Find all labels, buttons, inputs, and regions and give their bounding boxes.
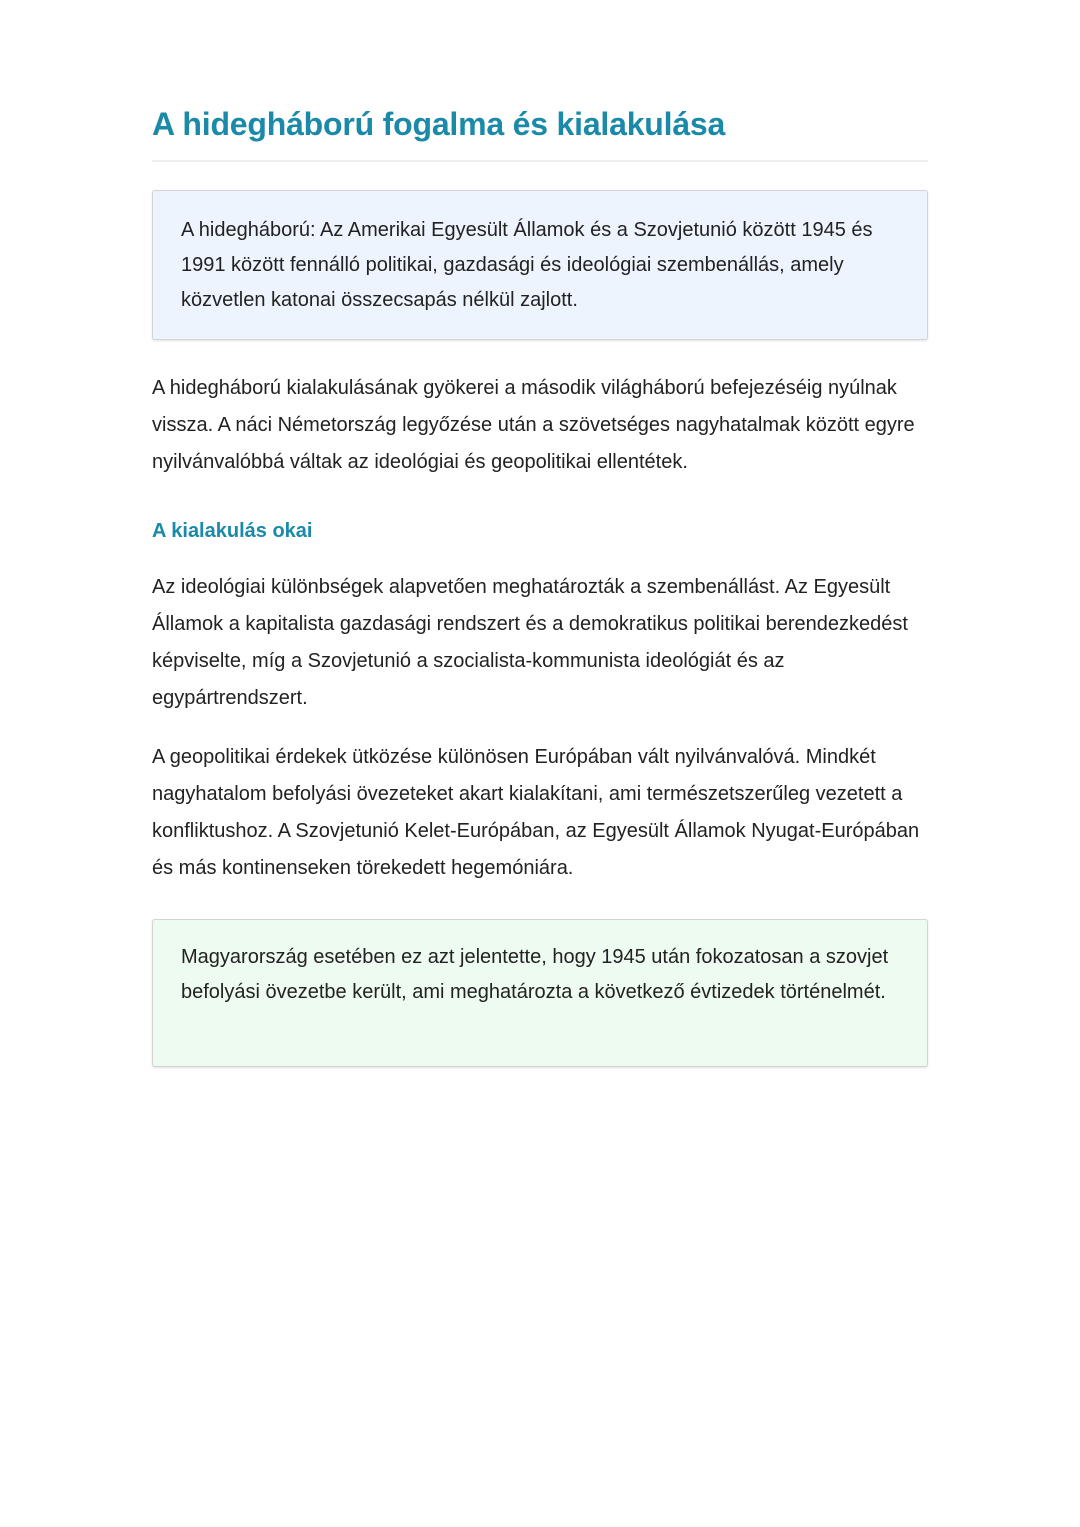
section-heading: A kialakulás okai — [152, 520, 313, 542]
page-title: A hidegháború fogalma és kialakulása — [152, 106, 726, 142]
section-paragraph: A geopolitikai érdekek ütközése különösen Európában vált nyilvánvalóvá. Mindkét nagyhatalom befolyási övezeteket akart kialakítani, ami természetszerűleg vezetett a konfliktushoz. A Szovjetunió Kelet-Európában, az Egyesült Államok Nyugat-Európában és más kontinenseken törekedett hegemóniára. — [152, 746, 920, 879]
definition-text: A hidegháború: Az Amerikai Egyesült Államok és a Szovjetunió között 1945 és 1991 között fennálló politikai, gazdasági és ideológiai szembenállás, amely közvetlen katonai összecsapás nélkül zajlott. — [181, 219, 873, 311]
note-text: Magyarország esetében ez azt jelentette, hogy 1945 után fokozatosan a szovjet befolyási övezetbe került, ami meghatározta a következő évtizedek történelmét. — [181, 946, 889, 1003]
note-box — [152, 919, 928, 1067]
intro-paragraph: A hidegháború kialakulásának gyökerei a második világháború befejezéséig nyúlnak vissza. A náci Németország legyőzése után a szövetséges nagyhatalmak között egyre nyilvánvalóbbá váltak az ideológiai és geopolitikai ellentétek. — [152, 377, 915, 473]
section-paragraph: Az ideológiai különbségek alapvetően meghatározták a szembenállást. Az Egyesült Államok a kapitalista gazdasági rendszert és a demokratikus politikai berendezkedést képviselte, míg a Szovjetunió a szocialista-kommunista ideológiát és az egypártrendszert. — [152, 576, 908, 709]
title-divider — [152, 160, 928, 162]
document-page — [152, 100, 928, 1067]
definition-box — [152, 190, 928, 340]
